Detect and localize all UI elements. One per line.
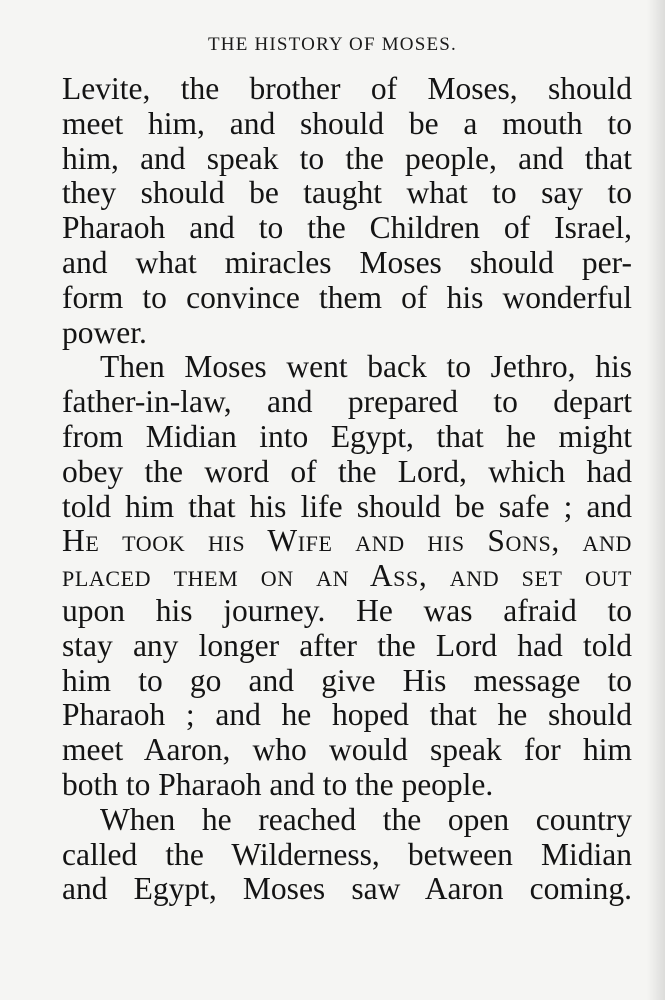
text-line: father-in-law, and prepared to depart xyxy=(62,384,632,420)
caption-line: placed them on an Ass, and set out xyxy=(62,558,632,594)
text-line: Pharaoh and to the Children of Israel, xyxy=(62,210,632,246)
text-line: and what miracles Moses should per- xyxy=(62,244,632,280)
text-line: both to Pharaoh and to the people. xyxy=(62,766,494,802)
text-line: meet Aaron, who would speak for him xyxy=(62,732,632,768)
text-line: called the Wilderness, between Midian xyxy=(62,836,632,872)
paragraph-start-line: Then Moses went back to Jethro, his xyxy=(100,349,632,385)
text-line: and Egypt, Moses saw Aaron coming. xyxy=(62,871,632,907)
text-line: told him that his life should be safe ; and xyxy=(62,488,632,524)
text-line: him, and speak to the people, and that xyxy=(62,140,632,176)
text-line: Levite, the brother of Moses, should xyxy=(62,71,632,106)
text-line: power. xyxy=(62,314,147,350)
text-line: from Midian into Egypt, that he might xyxy=(62,418,632,454)
paragraph-start-line: When he reached the open country xyxy=(100,801,632,837)
text-line: stay any longer after the Lord had told xyxy=(62,627,632,663)
text-line: form to convince them of his wonderful xyxy=(62,279,632,315)
body-text xyxy=(62,72,632,907)
text-line: meet him, and should be a mouth to xyxy=(62,105,632,141)
running-head: THE HISTORY OF MOSES. xyxy=(207,34,458,55)
text-line: him to go and give His message to xyxy=(62,662,632,698)
text-line: Pharaoh ; and he hoped that he should xyxy=(62,697,632,733)
text-line: obey the word of the Lord, which had xyxy=(62,453,632,489)
text-line: upon his journey. He was afraid to xyxy=(62,592,632,628)
caption-line: He took his Wife and his Sons, and xyxy=(62,523,632,559)
text-line: they should be taught what to say to xyxy=(62,175,632,211)
